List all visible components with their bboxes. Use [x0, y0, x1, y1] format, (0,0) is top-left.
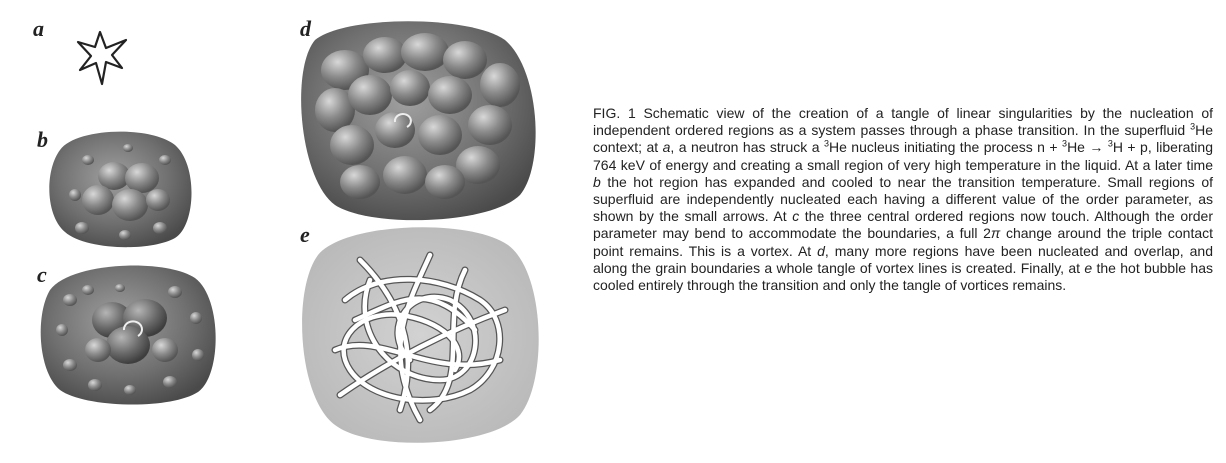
caption-ref-a: a [662, 139, 671, 156]
superscript: 3 [823, 138, 829, 149]
bubble-c [41, 266, 216, 405]
caption-text: , many more regions have been nucleated and overlap, and along the grain boundaries a whole tangle of vortex lines is created. Finally, at [593, 242, 1213, 276]
superscript: 3 [1107, 138, 1113, 149]
caption-text: the hot region has expanded and cooled to near the transition temperature. Small regions of superfluid are independently nucleated each having a different value of the order parameter, as shown by the small arrows. At [593, 173, 1213, 225]
caption-ref-e: e [1084, 259, 1093, 276]
figure-caption [593, 105, 1213, 294]
caption-ref-d: d [817, 242, 825, 259]
caption-text: the three central ordered regions now touch. Although the order parameter may bend to accommodate the boundaries, a full 2 [593, 208, 1213, 242]
panel-label-e: e [300, 222, 310, 247]
panel-label-b: b [37, 127, 48, 152]
panel-label-d: d [300, 16, 311, 41]
caption-text: the hot bubble has cooled entirely through the transition and only the tangle of vortices remains. [593, 259, 1213, 294]
caption-text: change around the triple contact point remains. This is a vortex. At [593, 225, 1214, 259]
star-icon [78, 32, 126, 84]
caption-fig-label: FIG. 1 [593, 105, 636, 121]
caption-text: H + p, liberating 764 keV of energy and creating a small region of very high temperature in the liquid. At a later time [593, 139, 1213, 173]
superscript: 3 [1190, 121, 1196, 132]
panel-label-a: a [33, 16, 44, 41]
caption-ref-c: c [792, 208, 800, 225]
caption-text: He nucleus initiating the process n + [828, 139, 1063, 156]
caption-text: He → [1067, 139, 1108, 156]
bubble-e [302, 227, 539, 443]
caption-ref-b: b [593, 173, 601, 190]
bubble-b [49, 132, 191, 248]
caption-text: Schematic view of the creation of a tangle of linear singularities by the nucleation of independent ordered regions as a system passes through a phase transition. In the superfluid [593, 105, 1213, 139]
caption-text: He context; at [593, 122, 1213, 156]
figure-illustration [0, 0, 560, 463]
superscript: 3 [1062, 138, 1068, 149]
caption-pi: π [990, 225, 1001, 242]
bubble-d [301, 21, 536, 220]
caption-text: , a neutron has struck a [670, 139, 824, 156]
panel-label-c: c [37, 262, 47, 287]
